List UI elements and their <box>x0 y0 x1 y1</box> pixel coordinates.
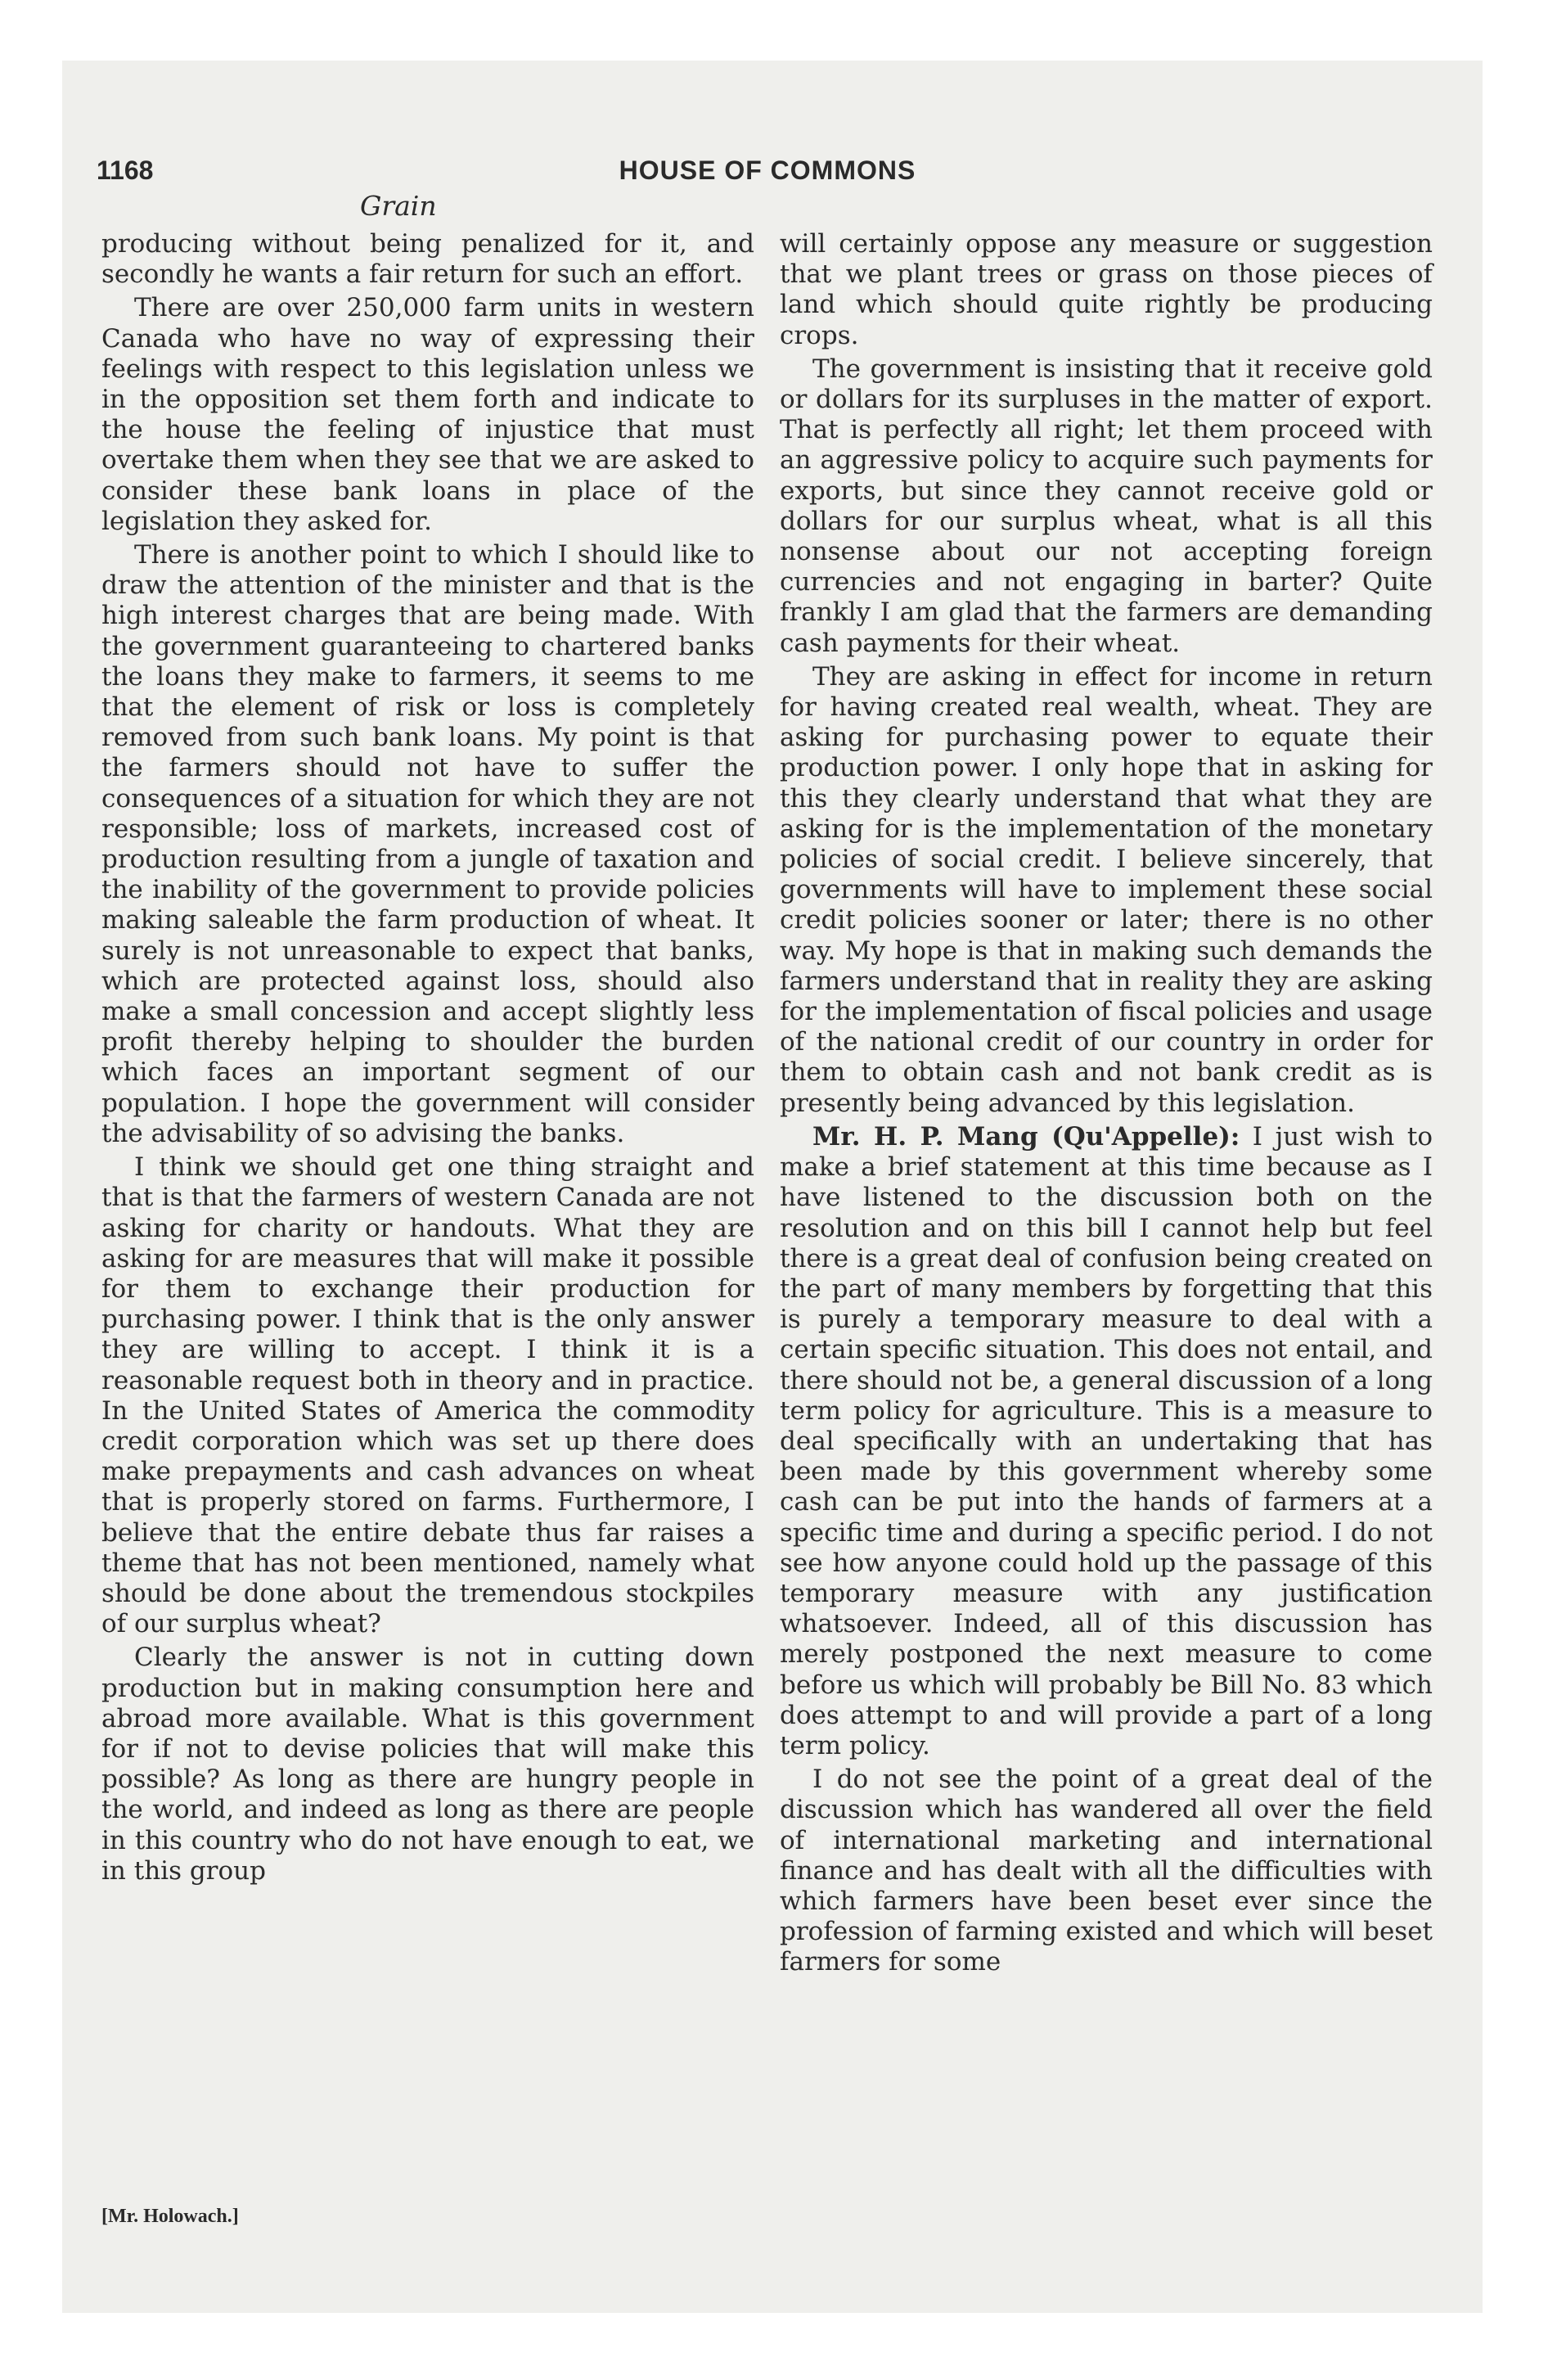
paragraph: I do not see the point of a great deal of the discussion which has wandered all over the field of international marketing and international finance and has dealt with all the difficulties with which farmers have been beset ever since the profession of farming existed and which will beset farmers for some <box>780 1765 1433 1977</box>
speech-text: I just wish to make a brief statement at this time because as I have listened to the discussion both on the resolution and on this bill I cannot help but feel there is a great deal of confusion being created on the part of many members by forgetting that this is purely a temporary measure to deal with a certain specific situation. This does not entail, and there should not be, a general discussion of a long term policy for agriculture. This is a measure to deal specifically with an undertaking that has been made by this government whereby some cash can be put into the hands of farmers at a specific time and during a specific period. I do not see how anyone could hold up the passage of this temporary measure with any justification whatsoever. Indeed, all of this discussion has merely postponed the next measure to come before us which will probably be Bill No. 83 which does attempt to and will provide a part of a long term policy. <box>780 1121 1433 1760</box>
page-number: 1168 <box>97 156 154 185</box>
right-column <box>780 229 1433 1981</box>
paragraph: They are asking in effect for income in return for having created real wealth, wheat. They are asking for purchasing power to equate their production power. I only hope that in asking for this they clearly understand that what they are asking for is the implementation of the monetary policies of social credit. I believe sincerely, that governments will have to implement these social credit policies sooner or later; there is no other way. My hope is that in making such demands the farmers understand that in reality they are asking for the implementation of fiscal policies and usage of the national credit of our country in order for them to obtain cash and not bank credit as is presently being advanced by this legislation. <box>780 661 1433 1118</box>
speech-paragraph <box>780 1122 1433 1761</box>
paragraph: There is another point to which I should like to draw the attention of the minister and that is the high interest charges that are being made. With the government guaranteeing to chartered banks the loans they make to farmers, it seems to me that the element of risk or loss is completely removed from such bank loans. My point is that the farmers should not have to suffer the consequences of a situation for which they are not responsible; loss of markets, increased cost of production resulting from a jungle of taxation and the inability of the government to provide policies making saleable the farm production of wheat. It surely is not unreasonable to expect that banks, which are protected against loss, should also make a small concession and accept slightly less profit thereby helping to shoulder the burden which faces an important segment of our population. I hope the government will consider the advisability of so advising the banks. <box>101 540 754 1148</box>
speaker-name: Mr. H. P. Mang (Qu'Appelle): <box>812 1121 1240 1152</box>
speaker-footer: [Mr. Holowach.] <box>101 2206 239 2227</box>
paragraph: will certainly oppose any measure or suggestion that we plant trees or grass on those pieces of land which should quite rightly be producing crops. <box>780 229 1433 350</box>
paragraph: There are over 250,000 farm units in western Canada who have no way of expressing their feelings with respect to this legislation unless we in the opposition set them forth and indicate to the house the feeling of injustice that must overtake them when they see that we are asked to consider these bank loans in place of the legislation they asked for. <box>101 293 754 536</box>
left-column <box>101 229 754 1890</box>
paragraph: Clearly the answer is not in cutting down production but in making consumption here and abroad more available. What is this government for if not to devise policies that will make this possible? As long as there are hungry people in the world, and indeed as long as there are people in this country who do not have enough to eat, we in this group <box>101 1643 754 1886</box>
paragraph: The government is insisting that it receive gold or dollars for its surpluses in the matter of export. That is perfectly all right; let them proceed with an aggressive policy to acquire such payments for exports, but since they cannot receive gold or dollars for our surplus wheat, what is all this nonsense about our not accepting foreign currencies and not engaging in barter? Quite frankly I am glad that the farmers are demanding cash payments for their wheat. <box>780 354 1433 658</box>
paragraph: I think we should get one thing straight and that is that the farmers of western Canada are not asking for charity or handouts. What they are asking for are measures that will make it possible for them to exchange their production for purchasing power. I think that is the only answer they are willing to accept. I think it is a reasonable request both in theory and in practice. In the United States of America the commodity credit corporation which was set up there does make prepayments and cash advances on wheat that is properly stored on farms. Furthermore, I believe that the entire debate thus far raises a theme that has not been mentioned, namely what should be done about the tremendous stockpiles of our surplus wheat? <box>101 1152 754 1639</box>
page-header <box>97 156 1438 196</box>
running-head: HOUSE OF COMMONS <box>619 156 916 185</box>
section-label: Grain <box>360 190 437 222</box>
paragraph: producing without being penalized for it, and secondly he wants a fair return for such an effort. <box>101 229 754 290</box>
